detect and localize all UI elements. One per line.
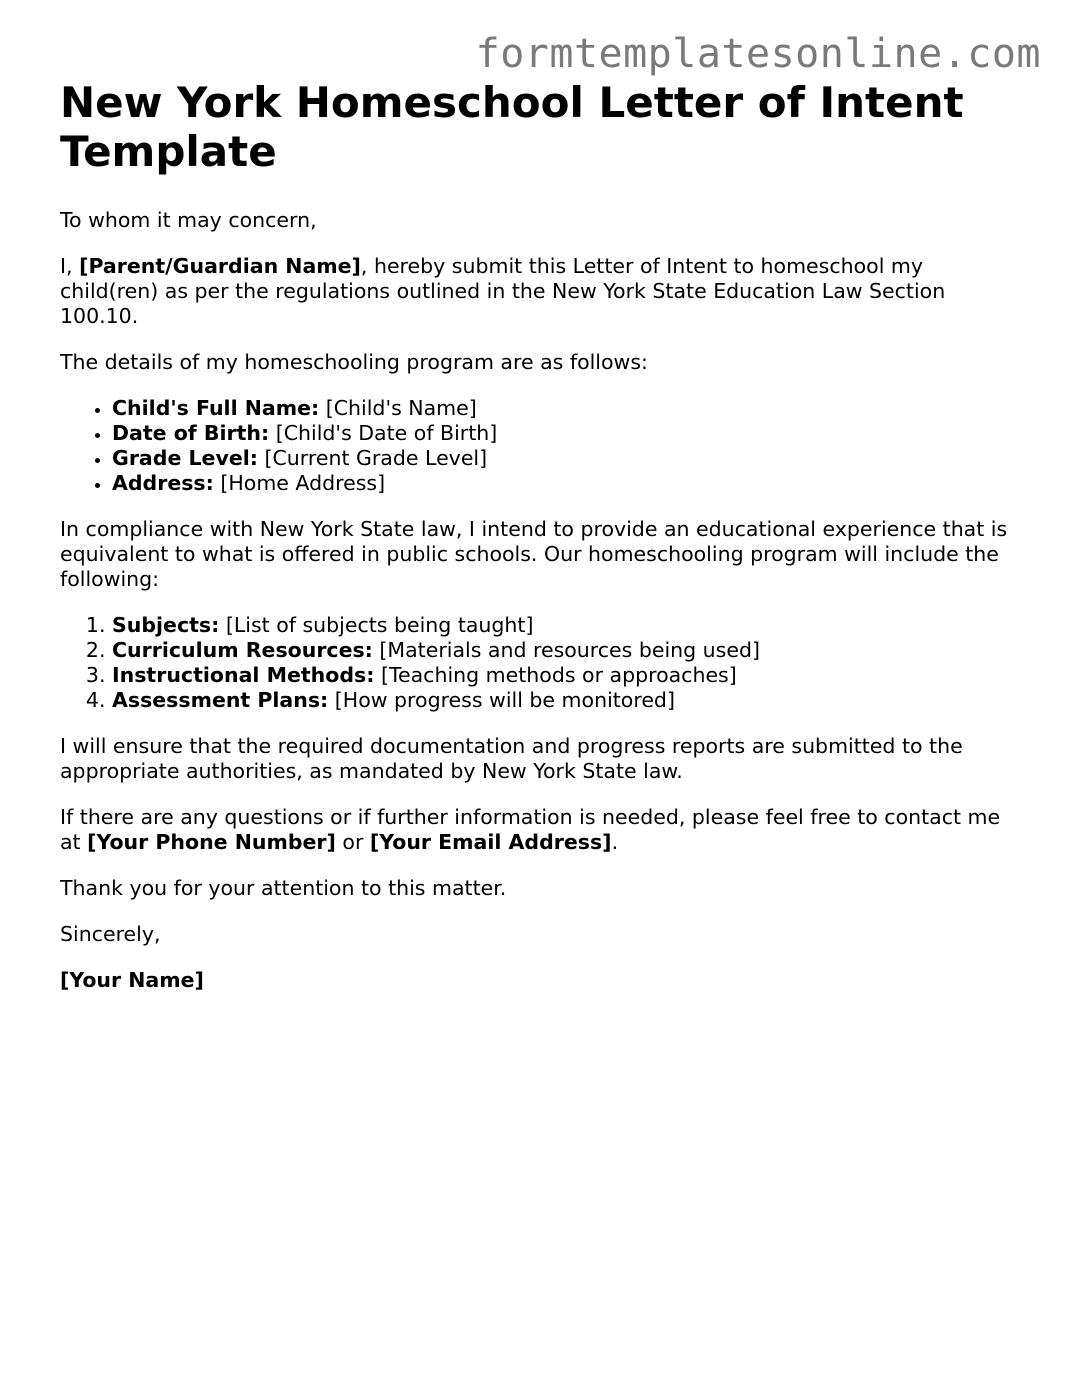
list-item — [112, 396, 1020, 421]
closing: Sincerely, — [60, 922, 161, 946]
detail-label: Grade Level: — [112, 446, 258, 470]
watermark-text: formtemplatesonline.com — [475, 31, 1041, 77]
list-item — [112, 446, 1020, 471]
details-heading: The details of my homeschooling program are as follows: — [60, 350, 648, 374]
contact-before: If there are any questions or if further information is needed, please feel free to contact me at — [60, 805, 1001, 854]
intro-after: , hereby submit this Letter of Intent to homeschool my child(ren) as per the regulations outlined in the New York State Education Law Section 100.10. — [60, 254, 946, 328]
program-label: Assessment Plans: — [112, 688, 329, 712]
thanks-paragraph: Thank you for your attention to this matter. — [60, 876, 507, 900]
list-item — [112, 471, 1020, 496]
intro-before: I, — [60, 254, 80, 278]
list-item — [112, 638, 1020, 663]
list-item — [112, 688, 1020, 713]
program-label: Subjects: — [112, 613, 220, 637]
letter-document — [60, 78, 1020, 1014]
detail-label: Date of Birth: — [112, 421, 270, 445]
program-value: [Teaching methods or approaches] — [380, 663, 737, 687]
page-title: New York Homeschool Letter of Intent Template — [60, 78, 964, 176]
signature — [60, 968, 1020, 993]
detail-label: Child's Full Name: — [112, 396, 320, 420]
list-item — [112, 663, 1020, 688]
detail-value: [Child's Name] — [325, 396, 477, 420]
detail-value: [Child's Date of Birth] — [275, 421, 498, 445]
details-list — [60, 396, 1020, 496]
detail-value: [Home Address] — [220, 471, 386, 495]
program-value: [List of subjects being taught] — [225, 613, 534, 637]
detail-value: [Current Grade Level] — [264, 446, 488, 470]
phone-placeholder: [Your Phone Number] — [87, 830, 336, 854]
greeting: To whom it may concern, — [60, 208, 317, 232]
program-label: Curriculum Resources: — [112, 638, 373, 662]
parent-name-placeholder: [Parent/Guardian Name] — [79, 254, 361, 278]
compliance-paragraph: In compliance with New York State law, I intend to provide an educational experience that is equivalent to what is offered in public schools. Our homeschooling program will include the following: — [60, 517, 1008, 591]
list-item — [112, 421, 1020, 446]
signature-placeholder: [Your Name] — [60, 968, 204, 992]
contact-paragraph — [60, 805, 1020, 855]
program-value: [How progress will be monitored] — [334, 688, 675, 712]
documentation-paragraph: I will ensure that the required documentation and progress reports are submitted to the appropriate authorities, as mandated by New York State law. — [60, 734, 963, 783]
contact-after: . — [611, 830, 619, 854]
email-placeholder: [Your Email Address] — [369, 830, 612, 854]
list-item — [112, 613, 1020, 638]
intro-paragraph — [60, 254, 1020, 329]
contact-middle: or — [335, 830, 370, 854]
program-list — [60, 613, 1020, 713]
program-label: Instructional Methods: — [112, 663, 375, 687]
program-value: [Materials and resources being used] — [379, 638, 760, 662]
detail-label: Address: — [112, 471, 214, 495]
